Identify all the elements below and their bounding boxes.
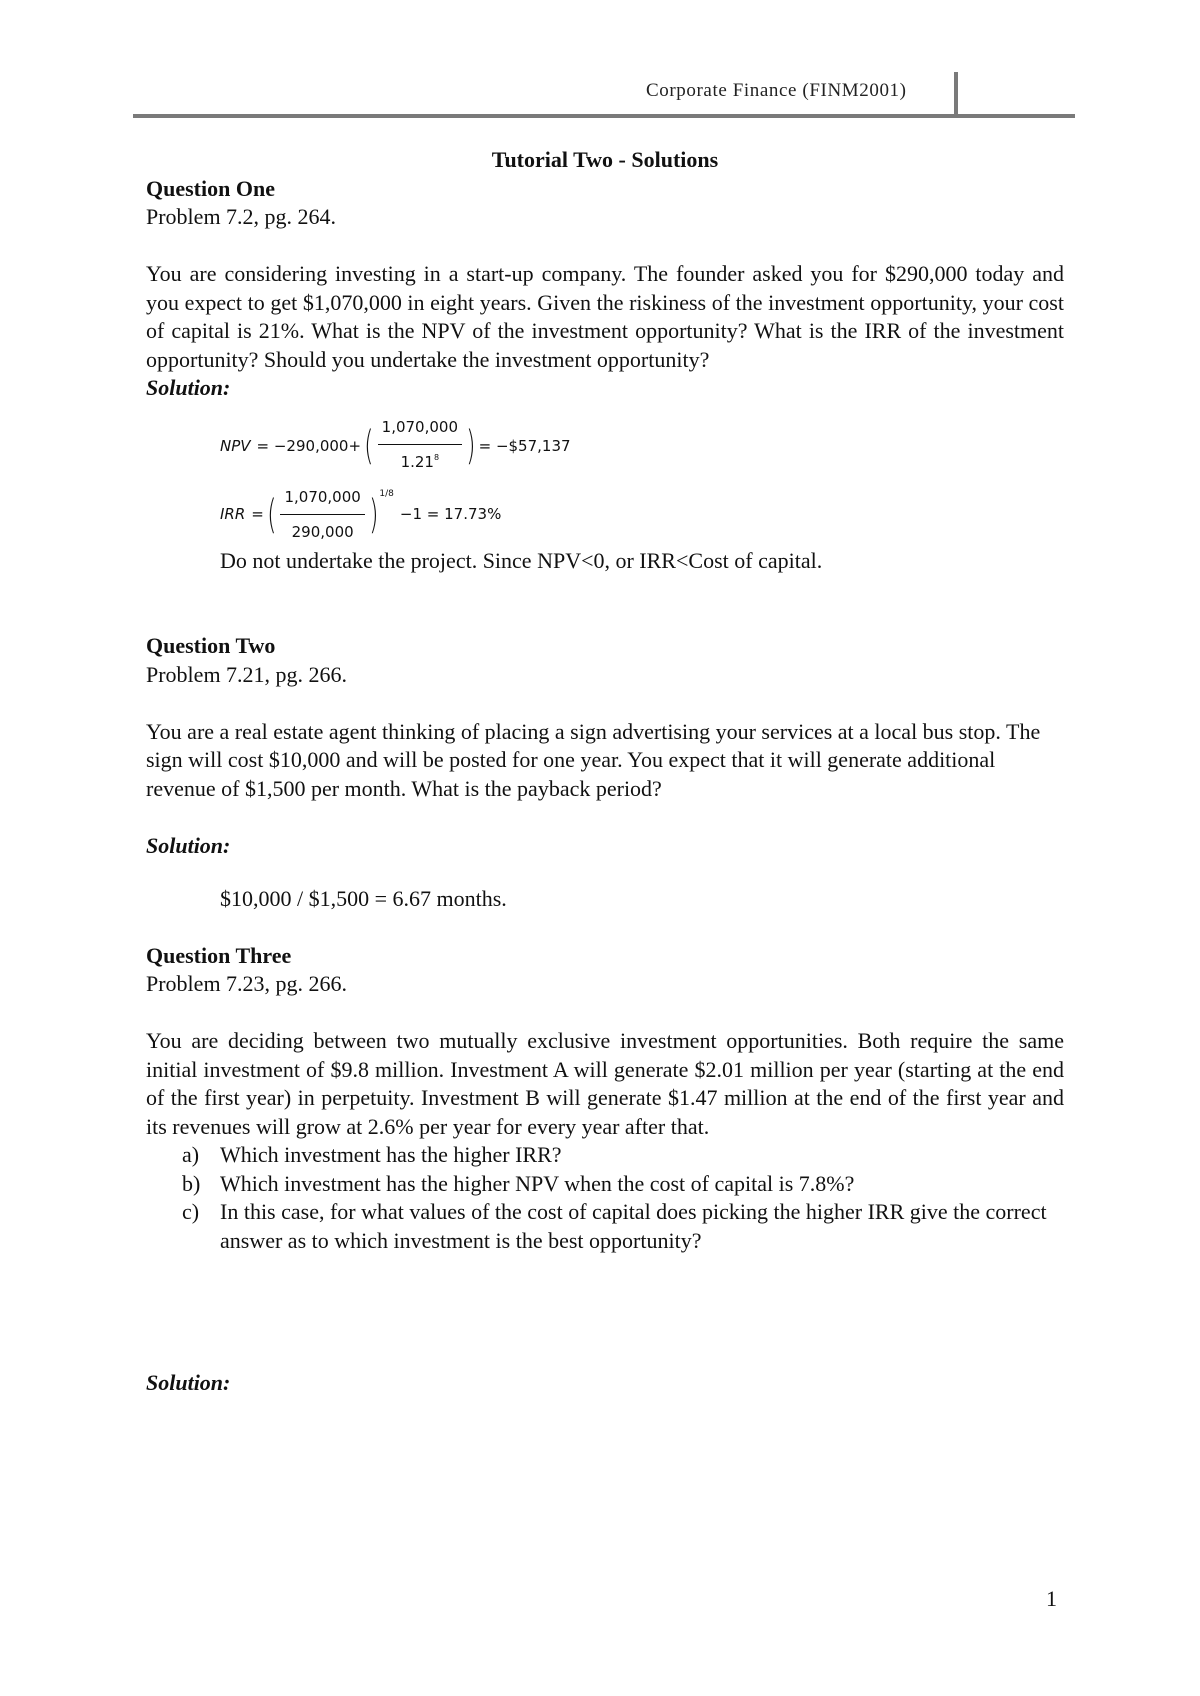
document-body [146,146,1064,1398]
question-text: You are deciding between two mutually exclusive investment opportunities. Both require the same initial investment of $9.8 million. Investment A will generate $2.01 million per year (starting at the end of the first year) in perpetuity. Investment B will generate $1.47 million at the end of the first year and its revenues will grow at 2.6% per year for every year after that. [146,1028,1064,1139]
question-one [146,175,1064,576]
list-item [146,1141,1064,1170]
q2-answer: $10,000 / $1,500 = 6.67 months. [220,885,507,911]
irr-numerator: 1,070,000 [280,483,364,516]
npv-denominator: 1.21$^8$ [400,453,440,471]
npv-symbol: NPV [220,436,251,455]
irr-symbol: IRR [220,505,246,524]
npv-equation: NPV = −290,000+ ( $\frac{1,070,000}{1.21^8}$ ) = −$57,137 [220,413,571,480]
part-marker: a) [182,1142,200,1167]
page-number: 1 [1046,1586,1057,1611]
header-horizontal-rule [133,114,1075,118]
part-text: Which investment has the higher IRR? [220,1142,562,1167]
list-item [146,1198,1064,1255]
question-text: You are a real estate agent thinking of placing a sign advertising your services at a local bus stop. The sign will cost $10,000 and will be posted for one year. You expect that it will generate additional revenue of $1,500 per month. What is the payback period? [146,718,1041,801]
npv-initial-term: = −290,000+ [256,436,362,455]
part-text: Which investment has the higher NPV when the cost of capital is 7.8%? [220,1170,855,1196]
problem-reference: Problem 7.2, pg. 264. [146,204,337,229]
solution-label: Solution: [146,375,231,400]
npv-fraction [378,413,462,480]
question-three [146,942,1064,1398]
npv-numerator: 1,070,000 [378,413,462,446]
question-heading: Question One [146,175,275,201]
solution-label: Solution: [146,832,231,858]
part-marker: c) [182,1199,200,1224]
document-title: Tutorial Two - Solutions [491,147,719,172]
irr-equals: = [251,505,264,524]
header-vertical-rule [954,72,958,116]
equations [220,403,1064,547]
problem-reference: Problem 7.23, pg. 266. [146,971,348,996]
question-text: You are considering investing in a start-up company. The founder asked you for $290,000 today and you expect to get $1,070,000 in eight years. Given the riskiness of the investment opportunity, your cost of capital is 21%. What is the NPV of the investment opportunity? What is the IRR of the investment opportunity? Should you undertake the investment opportunity? [146,261,1064,372]
irr-fraction [280,483,364,547]
list-item [146,1170,1064,1199]
solution-label: Solution: [146,1370,231,1395]
problem-reference: Problem 7.21, pg. 266. [146,661,348,687]
irr-equation: IRR = ( $\frac{1,070,000}{290,000}$ ) 1/8 −1 = 17.73% [220,483,501,547]
question-heading: Question Three [146,942,292,968]
irr-exponent: 1/8 [379,489,394,500]
part-text: In this case, for what values of the cost of capital does picking the higher IRR give the correct answer as to which investment is the best opportunity? [220,1199,1047,1253]
npv-result: = −$57,137 [478,436,571,455]
question-parts [146,1141,1064,1255]
irr-result: −1 = 17.73% [399,505,502,524]
question-heading: Question Two [146,633,276,658]
part-marker: b) [182,1170,201,1196]
q1-conclusion: Do not undertake the project. Since NPV<0, or IRR<Cost of capital. [220,547,823,573]
question-two [146,632,1064,913]
running-header: Corporate Finance (FINM2001) [646,80,907,101]
irr-denominator: 290,000 [291,523,354,541]
